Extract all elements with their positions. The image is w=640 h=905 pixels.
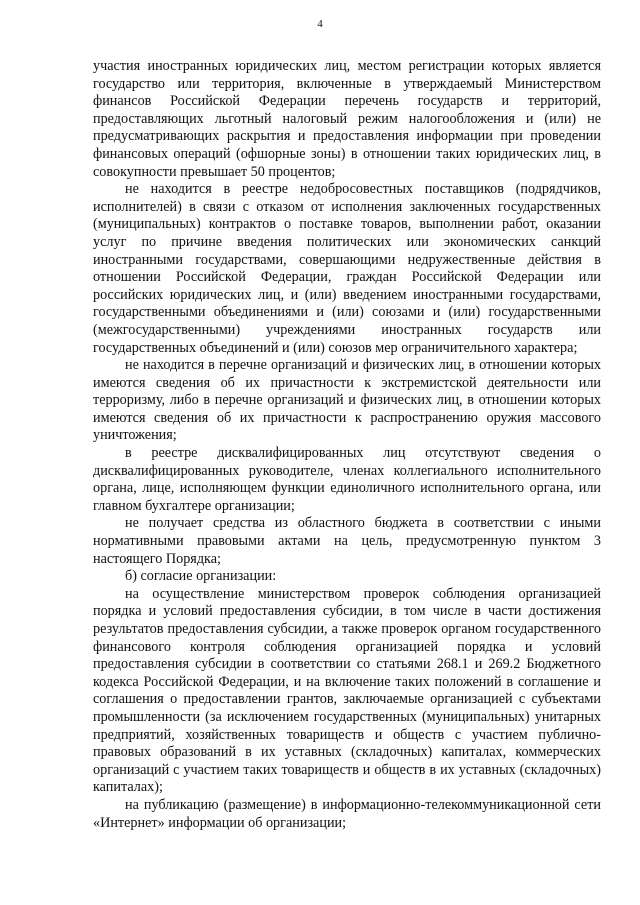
page-number: 4 [317,18,323,30]
paragraph-disqualified-persons: в реестре дисквалифицированных лиц отсутствуют сведения о дисквалифицированных руководителе, членах коллегиального исполнительного органа, лице, исполняющем функции единоличного исполнительного органа, или главном бухгалтере организации; [93,445,601,514]
document-body [93,58,601,832]
paragraph-consent-inspections: на осуществление министерством проверок соблюдения организацией порядка и условий предоставления субсидии, в том числе в части достижения результатов предоставления субсидии, а также проверок органом государственного финансового контроля соблюдения организацией порядка и условий предоставления субсидии в соответствии со статьями 268.1 и 269.2 Бюджетного кодекса Российской Федерации, и на включение таких положений в соглашение и соглашения о предоставлении грантов, заключаемые организацией с субъектами промышленности (за исключением государственных (муниципальных) унитарных предприятий, хозяйственных товариществ и обществ с участием публично-правовых образований в их уставных (складочных) капиталах, коммерческих организаций с участием таких товариществ и обществ в их уставных (складочных) капиталах); [93,585,601,796]
paragraph-consent-heading: б) согласие организации: [125,568,277,585]
paragraph-consent-publication: на публикацию (размещение) в информационно-телекоммуникационной сети «Интернет» информации об организации; [93,796,601,831]
paragraph-unfair-suppliers-registry: не находится в реестре недобросовестных поставщиков (подрядчиков, исполнителей) в связи с отказом от исполнения заключенных государственных (муниципальных) контрактов о поставке товаров, выполнении работ, оказании услуг по причине введения политических или экономических санкций иностранными государствами, совершающими недружественные действия в отношении Российской Федерации, граждан Российской Федерации или российских юридических лиц, и (или) введением иностранными государствами, государственными объединениями и (или) союзами и (или) государственными (межгосударственными) учреждениями иностранных государств или государственных объединений и (или) союзов мер ограничительного характера; [93,181,601,356]
paragraph-regional-budget: не получает средства из областного бюджета в соответствии с иными нормативными правовыми актами на цель, предусмотренную пунктом 3 настоящего Порядка; [93,515,601,567]
paragraph-continuation: участия иностранных юридических лиц, местом регистрации которых является государство или территория, включенные в утверждаемый Министерством финансов Российской Федерации перечень государств и территорий, предоставляющих льготный налоговый режим налогообложения и (или) не предусматривающих раскрытия и предоставления информации при проведении финансовых операций (офшорные зоны) в отношении таких юридических лиц, в совокупности превышает 50 процентов; [93,58,601,180]
paragraph-extremism-list: не находится в перечне организаций и физических лиц, в отношении которых имеются сведения об их причастности к экстремистской деятельности или терроризму, либо в перечне организаций и физических лиц, в отношении которых имеются сведения об их причастности к распространению оружия массового уничтожения; [93,357,601,444]
